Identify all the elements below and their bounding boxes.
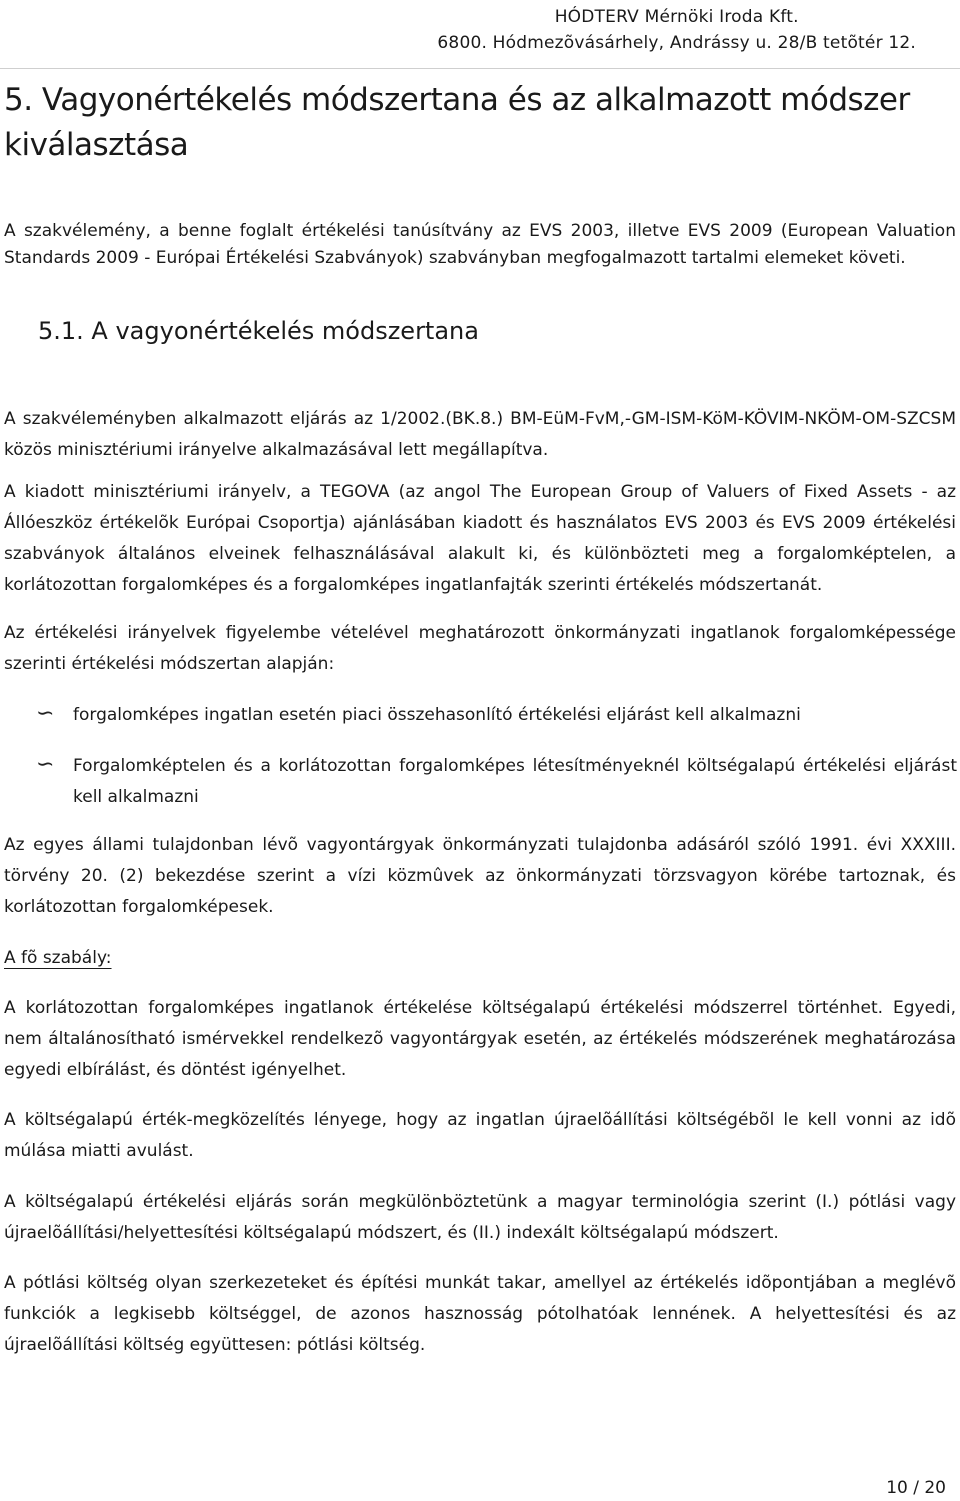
paragraph-rule: A korlátozottan forgalomképes ingatlanok értékelése költségalapú értékelési módszerrel történhet. Egyedi, nem általánosítható ismérvekkel rendelkezõ vagyontárgyak esetén, az értékelés módszerének meghatározása egyedi elbírálást, és döntést igényelhet. [4, 998, 956, 1080]
paragraph-methodology: Az értékelési irányelvek figyelembe vételével meghatározott önkormányzati ingatlanok forgalomképessége szerinti értékelési módszertan alapján: [4, 623, 956, 674]
subsection-title: 5.1. A vagyonértékelés módszertana [38, 317, 479, 345]
paragraph-law: Az egyes állami tulajdonban lévõ vagyontárgyak önkormányzati tulajdonba adásáról szóló 1991. évi XXXIII. törvény 20. (2) bekezdése szerint a vízi közmûvek az önkormányzati törzsvagyon körébe tartoznak, és korlátozottan forgalomképesek. [4, 835, 956, 917]
paragraph-cost-procedure: A költségalapú értékelési eljárás során megkülönböztetünk a magyar terminológia szerint (I.) pótlási vagy újraelõállítási/helyettesítési költségalapú módszert, és (II.) indexált költségalapú módszert. [4, 1192, 956, 1243]
page-number: 10 / 20 [886, 1478, 946, 1498]
paragraph-procedure: A szakvéleményben alkalmazott eljárás az 1/2002.(BK.8.) BM-EüM-FvM,-GM-ISM-KöM-KÖVIM-NKÖM-OM-SZCSM közös minisztériumi irányelve alkalmazásával lett megállapítva. [4, 409, 956, 460]
section-intro: A szakvélemény, a benne foglalt értékelési tanúsítvány az EVS 2003, illetve EVS 2009 (European Valuation Standards 2009 - Európai Értékelési Szabványok) szabványban megfogalmazott tartalmi elemeket követi. [4, 221, 956, 268]
rule-heading: A fõ szabály: [4, 948, 112, 968]
letterhead [437, 4, 916, 56]
paragraph-directive: A kiadott minisztériumi irányelv, a TEGOVA (az angol The European Group of Valuers of Fixed Assets - az Állóeszköz értékelõk Európai Csoportja) ajánlásában kiadott és használatos EVS 2003 és EVS 2009 értékelési szabványok általános elveinek felhasználásával alakult ki, és különbözteti meg a forgalomképtelen, a korlátozottan forgalomképes és a forgalomképes ingatlanfajták szerinti értékelés módszertanát. [4, 482, 956, 595]
company-name: HÓDTERV Mérnöki Iroda Kft. [554, 7, 799, 27]
paragraph-replacement-cost: A pótlási költség olyan szerkezeteket és építési munkát takar, amellyel az értékelés idõpontjában a meglévõ funkciók a legkisebb költséggel, de azonos hasznosság pótolhatóak lennének. A helyettesítési és az újraelõállítási költség együttesen: pótlási költség. [4, 1273, 956, 1355]
section-title: 5. Vagyonértékelés módszertana és az alkalmazott módszer kiválasztása [4, 82, 910, 163]
paragraph-cost-approach: A költségalapú érték-megközelítés lényege, hogy az ingatlan újraelõállítási költségébõl le kell vonni az idõ múlása miatti avulást. [4, 1110, 956, 1161]
company-address: 6800. Hódmezõvásárhely, Andrássy u. 28/B tetõtér 12. [437, 33, 916, 53]
dash-bullet-icon: ∽ [36, 752, 55, 777]
list-item-text: forgalomképes ingatlan esetén piaci összehasonlító értékelési eljárást kell alkalmazni [73, 705, 801, 725]
header-divider [0, 68, 960, 69]
list-item-text: Forgalomképtelen és a korlátozottan forgalomképes létesítményeknél költségalapú értékelési eljárást kell alkalmazni [73, 756, 957, 807]
dash-bullet-icon: ∽ [36, 701, 55, 726]
